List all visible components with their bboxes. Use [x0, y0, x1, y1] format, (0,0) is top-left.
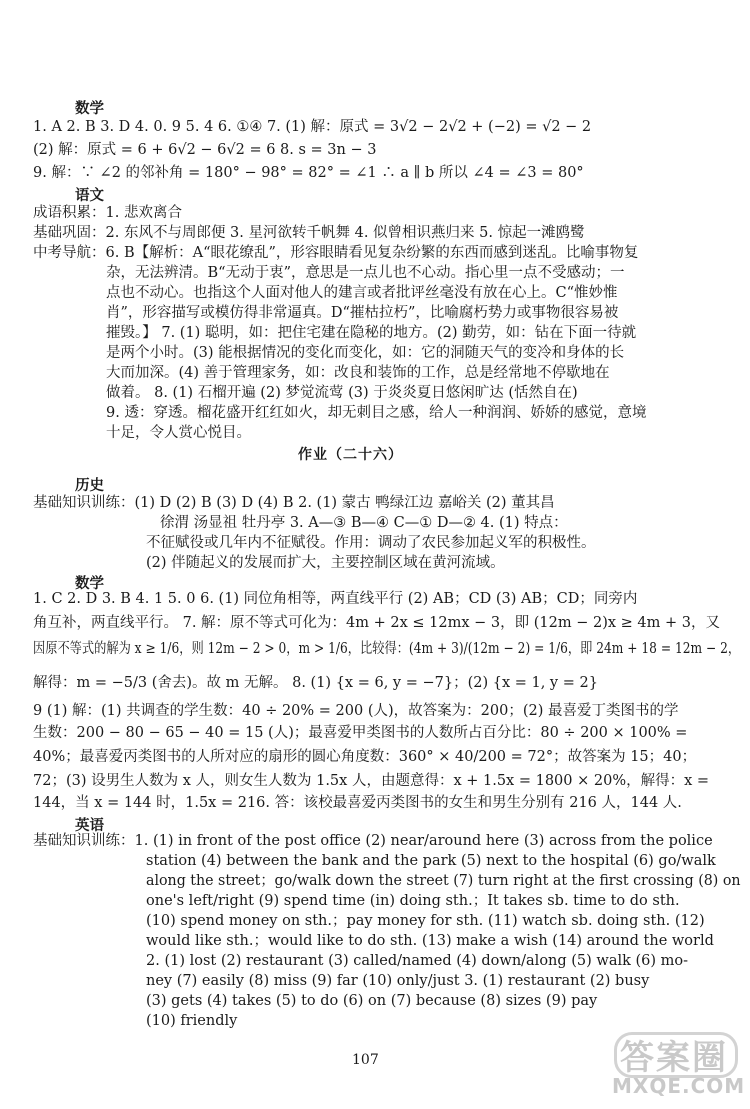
text-line: along the street；go/walk down the street (7) turn right at the first crossing (8) on: [146, 873, 741, 889]
text-line: 1. C 2. D 3. B 4. 1 5. 0 6. (1) 同位角相等，两直线平行 (2) AB；CD (3) AB；CD；同旁内: [33, 591, 638, 607]
text-line: 是两个小时。(3) 能根据情况的变化而变化，如：它的洞随天气的变冷和身体的长: [106, 345, 625, 361]
section-heading: 英语: [75, 818, 104, 834]
text-line: (2) 解：原式 = 6 + 6√2 − 6√2 = 6 8. s = 3n − 3: [33, 142, 377, 158]
text-line: 9. 解：∵ ∠2 的邻补角 = 180° − 98° = 82° = ∠1 ∴ a ∥ b 所以 ∠4 = ∠3 = 80°: [33, 165, 584, 181]
text-line: 基础知识训练：1. (1) in front of the post office (2) near/around here (3) across from the police: [33, 833, 713, 849]
text-line: (3) gets (4) takes (5) to do (6) on (7) because (8) sizes (9) pay: [146, 993, 598, 1009]
text-line: 基础巩固：2. 东风不与周郎便 3. 星河欲转千帆舞 4. 似曾相识燕归来 5. 惊起一滩鸥鹭: [33, 225, 585, 241]
text-line: 生数：200 − 80 − 65 − 40 = 15 (人)；最喜爱甲类图书的人数所占百分比：80 ÷ 200 × 100% =: [33, 725, 688, 741]
section-heading: 语文: [75, 188, 104, 204]
text-line: 点也不动心。也指这个人面对他人的建言或者批评丝毫没有放在心上。C“惟妙惟: [106, 285, 618, 301]
text-line: 基础知识训练：(1) D (2) B (3) D (4) B 2. (1) 蒙古 鸭绿江边 嘉峪关 (2) 董其昌: [33, 495, 555, 511]
text-line: ney (7) easily (8) miss (9) far (10) only/just 3. (1) restaurant (2) busy: [146, 973, 650, 989]
text-line: 徐渭 汤显祖 牡丹亭 3. A—③ B—④ C—① D—② 4. (1) 特点：: [160, 515, 568, 531]
text-line: 不征赋役或几年内不征赋役。作用：调动了农民参加起义军的积极性。: [146, 535, 596, 551]
watermark-logo: [606, 1030, 746, 1102]
watermark-url: MXQE.COM: [612, 1074, 746, 1098]
text-line: 肖”，形容描写或模仿得非常逼真。D“摧枯拉朽”，比喻腐朽势力或事物很容易被: [106, 305, 619, 321]
text-line: 杂，无法辨清。B“无动于衷”，意思是一点儿也不心动。指心里一点不受感动；一: [106, 265, 625, 281]
text-line: 40%；最喜爱丙类图书的人所对应的扇形的圆心角度数：360° × 40/200 = 72°；故答案为 15；40；: [33, 749, 697, 765]
text-line: 9. 透：穿透。榴花盛开红红如火，却无刺目之感，给人一种润润、娇娇的感觉，意境: [106, 405, 647, 421]
text-line: 9 (1) 解：(1) 共调查的学生数：40 ÷ 20% = 200 (人)，故答案为：200；(2) 最喜爱丁类图书的学: [33, 703, 679, 719]
text-line: one's left/right (9) spend time (in) doing sth.；It takes sb. time to do sth.: [146, 893, 680, 909]
text-line: 2. (1) lost (2) restaurant (3) called/named (4) down/along (5) walk (6) mo-: [146, 953, 689, 969]
text-line: station (4) between the bank and the park (5) next to the hospital (6) go/walk: [146, 853, 716, 869]
text-line: 1. A 2. B 3. D 4. 0. 9 5. 4 6. ①④ 7. (1) 解：原式 = 3√2 − 2√2 + (−2) = √2 − 2: [33, 119, 592, 135]
text-line: (10) friendly: [146, 1013, 238, 1029]
section-heading: 历史: [75, 478, 104, 494]
text-line: 成语积累：1. 悲欢离合: [33, 205, 182, 221]
text-line: 因原不等式的解为 x ≥ 1/6，则 12m − 2 > 0，m > 1/6，比较得：(4m + 3)/(12m − 2) = 1/6，即 24m + 18 = 12m − 2，: [33, 641, 741, 657]
text-line: (2) 伴随起义的发展而扩大，主要控制区域在黄河流域。: [146, 555, 505, 571]
section-heading: 数学: [75, 101, 104, 117]
text-line: 角互补，两直线平行。 7. 解：原不等式可化为：4m + 2x ≤ 12mx − 3，即 (12m − 2)x ≥ 4m + 3，又: [33, 615, 720, 631]
text-line: 摧毁。】 7. (1) 聪明，如：把住宅建在隐秘的地方。(2) 勤劳，如：钻在下面一待就: [106, 325, 637, 341]
watermark-title: 答案圈: [620, 1038, 728, 1078]
page-number: 107: [352, 1052, 379, 1068]
text-line: 大而加深。(4) 善于管理家务，如：改良和装饰的工作，总是经常地不停歇地在: [106, 365, 610, 381]
text-line: 72；(3) 设男生人数为 x 人，则女生人数为 1.5x 人，由题意得：x + 1.5x = 1800 × 20%，解得：x =: [33, 773, 710, 789]
text-line: (10) spend money on sth.；pay money for sth. (11) watch sb. doing sth. (12): [146, 913, 705, 929]
text-line: would like sth.；would like to do sth. (13) make a wish (14) around the world: [146, 933, 714, 949]
text-line: 解得：m = −5/3 (舍去)。故 m 无解。 8. (1) {x = 6, y = −7}；(2) {x = 1, y = 2}: [33, 675, 598, 691]
section-heading: 数学: [75, 576, 104, 592]
text-line: 做着。 8. (1) 石榴开遍 (2) 梦觉流莺 (3) 于炎炎夏日悠闲旷达 (恬然自在): [106, 385, 578, 401]
text-line: 144，当 x = 144 时，1.5x = 216. 答：该校最喜爱丙类图书的女生和男生分别有 216 人，144 人.: [33, 795, 682, 811]
text-line: 中考导航：6. B【解析：A“眼花缭乱”，形容眼睛看见复杂纷繁的东西而感到迷乱。比喻事物复: [33, 245, 639, 261]
page-title: 作业（二十六）: [298, 447, 403, 463]
text-line: 十足，令人赏心悦目。: [106, 425, 251, 441]
